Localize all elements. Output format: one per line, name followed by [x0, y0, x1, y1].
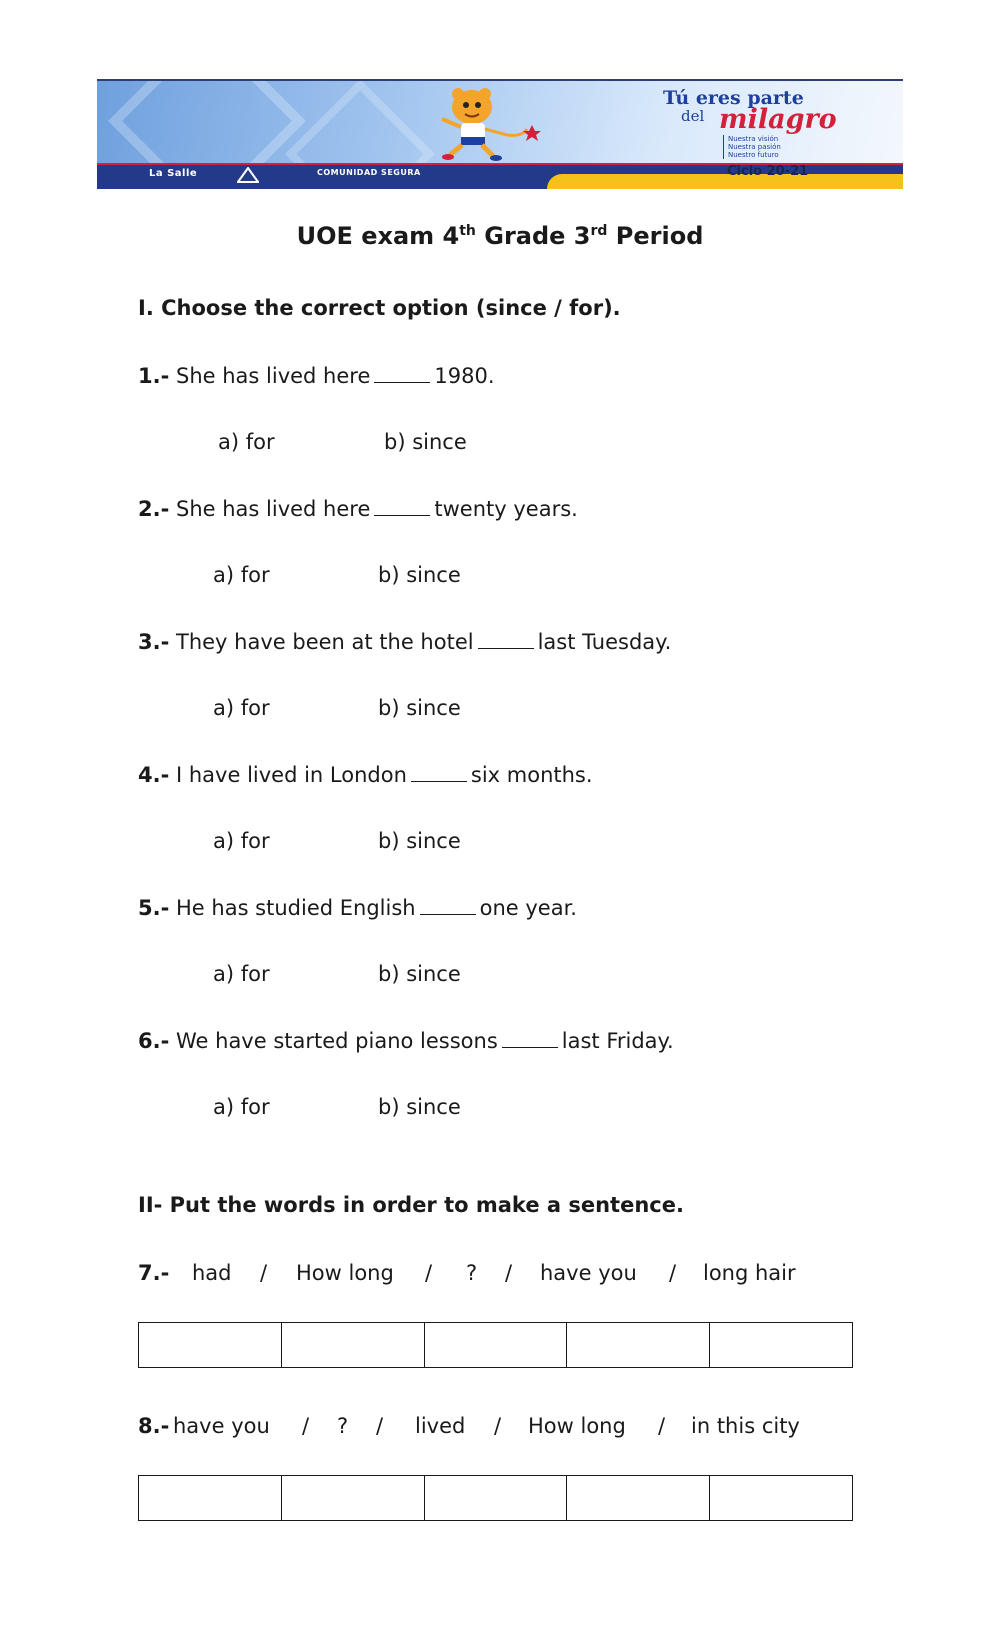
option-a[interactable]: a) for — [213, 962, 270, 986]
question-number: 2.- — [138, 497, 170, 521]
question-text-end: six months. — [470, 763, 593, 787]
question-text: We have started piano lessons — [176, 1029, 498, 1053]
section-2-heading: II- Put the words in order to make a sentence. — [138, 1193, 684, 1217]
triangle-logo-icon — [237, 167, 259, 183]
answer-cell[interactable] — [710, 1323, 852, 1367]
question-text-end: twenty years. — [434, 497, 578, 521]
answer-blank[interactable] — [374, 497, 430, 516]
question-text: They have been at the hotel — [176, 630, 474, 654]
question-1 — [138, 364, 495, 388]
word-chip: lived — [415, 1414, 466, 1438]
option-a[interactable]: a) for — [213, 1095, 270, 1119]
question-text: She has lived here — [176, 364, 371, 388]
title-sup: rd — [590, 223, 608, 239]
comunidad-segura-logo: COMUNIDAD SEGURA — [317, 168, 421, 177]
slogan-del: del — [681, 107, 705, 125]
question-text-end: one year. — [479, 896, 577, 920]
question-number: 4.- — [138, 763, 170, 787]
answer-cell[interactable] — [282, 1323, 425, 1367]
answer-cell[interactable] — [139, 1323, 282, 1367]
word-chip: How long — [528, 1414, 626, 1438]
question-text-end: 1980. — [434, 364, 495, 388]
option-b[interactable]: b) since — [378, 563, 461, 587]
slogan-sub — [723, 135, 781, 159]
answer-cell[interactable] — [710, 1476, 852, 1520]
answer-cell[interactable] — [567, 1323, 710, 1367]
answer-cell[interactable] — [425, 1476, 568, 1520]
option-b[interactable]: b) since — [384, 430, 467, 454]
question-number: 6.- — [138, 1029, 170, 1053]
word-separator: / — [425, 1261, 433, 1285]
question-6 — [138, 1029, 674, 1053]
word-separator: / — [494, 1414, 502, 1438]
question-4 — [138, 763, 593, 787]
word-separator: / — [658, 1414, 666, 1438]
word-chip: How long — [296, 1261, 394, 1285]
question-number: 8.- — [138, 1414, 170, 1438]
answer-cell[interactable] — [282, 1476, 425, 1520]
section-1-heading: I. Choose the correct option (since / for). — [138, 296, 621, 320]
word-chip: had — [192, 1261, 232, 1285]
question-text: He has studied English — [176, 896, 416, 920]
option-b[interactable]: b) since — [378, 962, 461, 986]
answer-cell[interactable] — [139, 1476, 282, 1520]
word-separator: / — [376, 1414, 384, 1438]
question-text-end: last Tuesday. — [537, 630, 672, 654]
question-3 — [138, 630, 671, 654]
option-a[interactable]: a) for — [213, 696, 270, 720]
answer-grid-7 — [138, 1322, 853, 1368]
word-separator: / — [505, 1261, 513, 1285]
question-number: 5.- — [138, 896, 170, 920]
answer-blank[interactable] — [411, 763, 467, 782]
word-chip: ? — [466, 1261, 478, 1285]
question-2 — [138, 497, 578, 521]
option-b[interactable]: b) since — [378, 829, 461, 853]
title-sup: th — [459, 223, 476, 239]
slogan-sub-3: Nuestro futuro — [728, 151, 779, 159]
slogan-line1: Tú eres parte — [663, 87, 804, 109]
slogan — [663, 87, 893, 162]
answer-blank[interactable] — [502, 1029, 558, 1048]
option-a[interactable]: a) for — [218, 430, 275, 454]
word-chip: in this city — [691, 1414, 800, 1438]
question-number: 1.- — [138, 364, 170, 388]
option-a[interactable]: a) for — [213, 563, 270, 587]
mascot-icon — [432, 85, 542, 163]
question-text-end: last Friday. — [561, 1029, 674, 1053]
word-separator: / — [260, 1261, 268, 1285]
word-separator: / — [669, 1261, 677, 1285]
word-separator: / — [302, 1414, 310, 1438]
title-part: Grade 3 — [475, 222, 591, 250]
question-text: She has lived here — [176, 497, 371, 521]
option-b[interactable]: b) since — [378, 696, 461, 720]
answer-blank[interactable] — [374, 364, 430, 383]
slogan-word: milagro — [719, 104, 837, 135]
banner-stripe-yellow — [547, 174, 903, 189]
question-5 — [138, 896, 577, 920]
answer-cell[interactable] — [567, 1476, 710, 1520]
word-chip: have you — [540, 1261, 637, 1285]
lasalle-logo: La Salle — [149, 168, 198, 179]
answer-grid-8 — [138, 1475, 853, 1521]
slogan-sub-1: Nuestra visión — [728, 135, 779, 143]
word-chip: have you — [173, 1414, 270, 1438]
question-number: 7.- — [138, 1261, 170, 1285]
header-banner — [97, 79, 903, 189]
slogan-sub-2: Nuestra pasión — [728, 143, 781, 151]
word-chip: ? — [337, 1414, 349, 1438]
answer-blank[interactable] — [478, 630, 534, 649]
option-a[interactable]: a) for — [213, 829, 270, 853]
answer-blank[interactable] — [420, 896, 476, 915]
page-title — [0, 222, 1000, 250]
cycle-label: Ciclo 20-21 — [727, 164, 809, 179]
question-text: I have lived in London — [176, 763, 407, 787]
word-chip: long hair — [703, 1261, 796, 1285]
question-number: 3.- — [138, 630, 170, 654]
order-question-8 — [0, 1414, 1000, 1444]
order-question-7 — [0, 1261, 1000, 1291]
title-part: Period — [607, 222, 704, 250]
title-part: UOE exam 4 — [296, 222, 460, 250]
answer-cell[interactable] — [425, 1323, 568, 1367]
option-b[interactable]: b) since — [378, 1095, 461, 1119]
